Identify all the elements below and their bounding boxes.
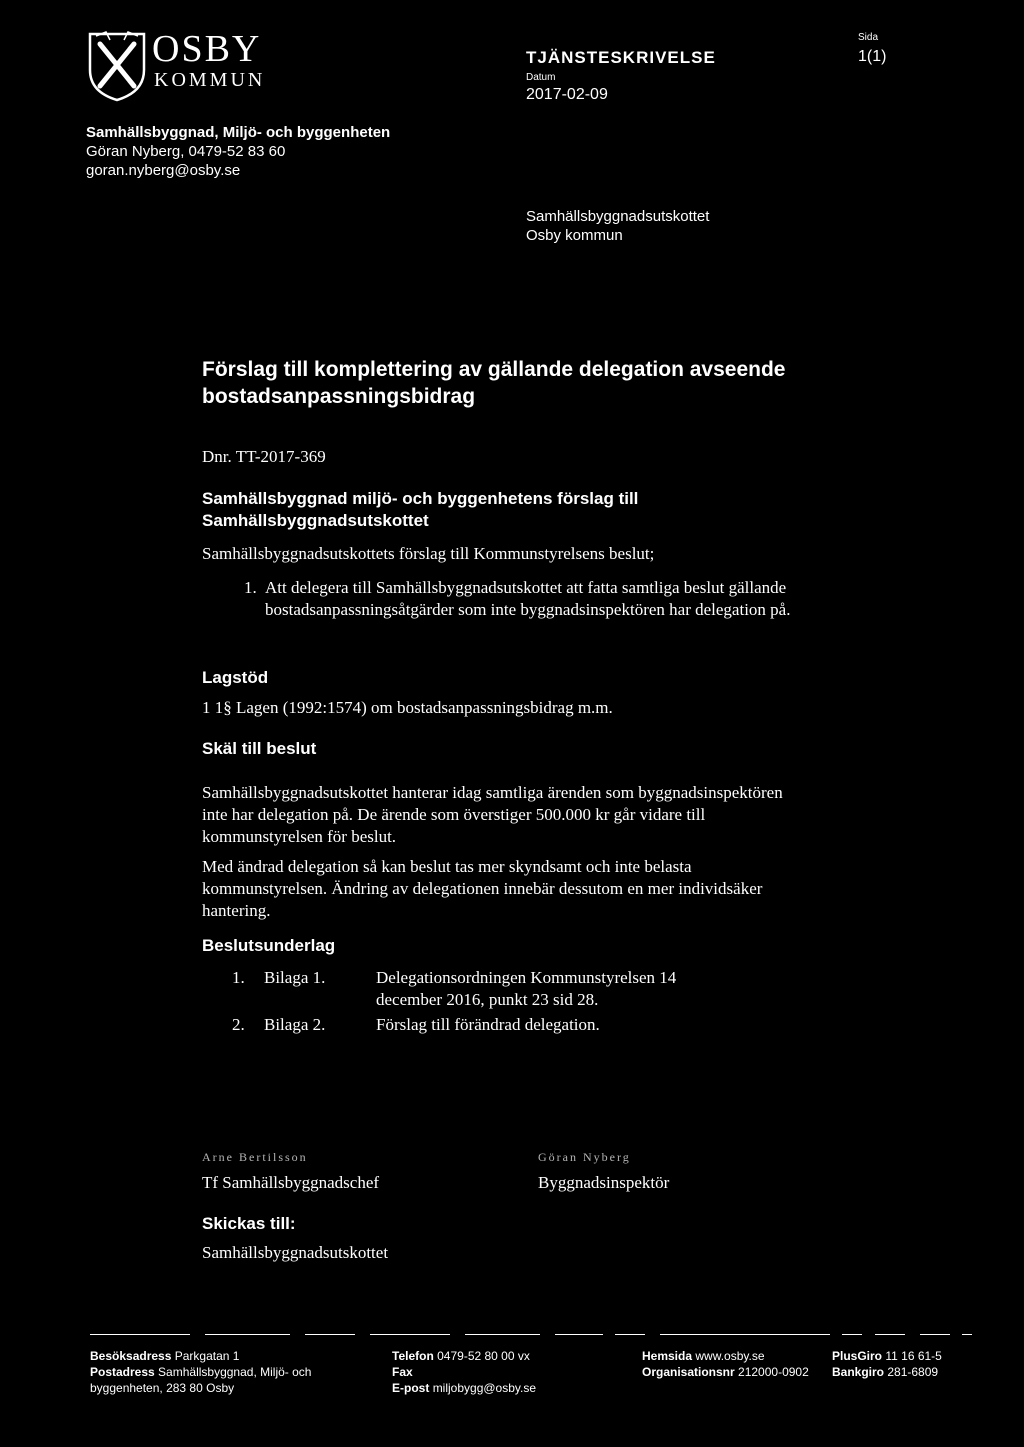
document-title: Förslag till komplettering av gällande delegation avseende bostadsanpassningsbidrag	[202, 358, 786, 408]
proposal-heading: Samhällsbyggnad miljö- och byggenhetens förslag till Samhällsbyggnadsutskottet	[202, 489, 639, 530]
proposal-item-number: 1.	[244, 578, 257, 597]
date-value: 2017-02-09	[526, 86, 608, 103]
logo-name: OSBY	[152, 28, 262, 70]
signatory-left-title: Tf Samhällsbyggnadschef	[202, 1173, 380, 1192]
footer-visit-value: Parkgatan 1	[174, 1349, 240, 1363]
reasons-heading: Skäl till beslut	[202, 739, 317, 758]
footer-divider	[305, 1334, 355, 1335]
footer-post-label: Postadress	[90, 1365, 155, 1379]
footer-bankgiro-label: Bankgiro	[832, 1365, 885, 1379]
attachment-description: Förslag till förändrad delegation.	[376, 1015, 600, 1034]
footer-org-value: 212000-0902	[738, 1365, 809, 1379]
recipient-line-1: Samhällsbyggnadsutskottet	[526, 208, 710, 225]
logo-subtitle: KOMMUN	[154, 69, 266, 91]
recipient-line-2: Osby kommun	[526, 227, 623, 244]
footer-divider	[615, 1334, 645, 1335]
sender-email: goran.nyberg@osby.se	[86, 162, 241, 179]
footer-fax-label: Fax	[392, 1365, 413, 1379]
osby-coat-of-arms-logo	[86, 30, 148, 102]
legal-basis-text: 1 1§ Lagen (1992:1574) om bostadsanpassningsbidrag m.m.	[202, 698, 613, 717]
footer-email-value: miljobygg@osby.se	[432, 1381, 537, 1395]
footer-web-label: Hemsida	[642, 1349, 693, 1363]
footer-contact-column	[392, 1348, 622, 1396]
footer-web-column	[642, 1348, 822, 1380]
attachment-number: 1.	[232, 968, 245, 987]
page-number: 1(1)	[858, 48, 887, 65]
attachment-description: Delegationsordningen Kommunstyrelsen 14 december 2016, punkt 23 sid 28.	[376, 968, 677, 1009]
footer-divider	[370, 1334, 450, 1335]
case-number: Dnr. TT-2017-369	[202, 447, 326, 466]
footer-divider	[920, 1334, 950, 1335]
document-type: TJÄNSTESKRIVELSE	[526, 48, 716, 67]
footer-giro-column	[832, 1348, 992, 1380]
attachment-label: Bilaga 2.	[264, 1015, 326, 1034]
footer-divider	[842, 1334, 862, 1335]
footer-divider	[555, 1334, 603, 1335]
footer-divider	[205, 1334, 290, 1335]
footer-email-label: E-post	[392, 1381, 430, 1395]
send-to-recipient: Samhällsbyggnadsutskottet	[202, 1243, 389, 1262]
footer-phone-value: 0479-52 80 00 vx	[437, 1349, 530, 1363]
footer-plusgiro-label: PlusGiro	[832, 1349, 883, 1363]
decision-basis-heading: Beslutsunderlag	[202, 936, 336, 955]
footer-address-column	[90, 1348, 370, 1396]
send-to-heading: Skickas till:	[202, 1214, 296, 1233]
reasons-paragraph-1: Samhällsbyggnadsutskottet hanterar idag samtliga ärenden som byggnadsinspektören inte har delegation på. De ärende som överstiger 500.000 kr går vidare till kommunstyrelsen för beslut.	[202, 783, 783, 846]
footer-web-value: www.osby.se	[695, 1349, 765, 1363]
footer-plusgiro-value: 11 16 61-5	[885, 1349, 942, 1363]
attachment-number: 2.	[232, 1015, 245, 1034]
footer-org-label: Organisationsnr	[642, 1365, 735, 1379]
date-label: Datum	[526, 72, 556, 83]
reasons-paragraph-2: Med ändrad delegation så kan beslut tas mer skyndsamt och inte belasta kommunstyrelsen. Ändring av delegationen innebär dessutom en mer individsäker hantering.	[202, 857, 763, 920]
proposal-item-text: Att delegera till Samhällsbyggnadsutskottet att fatta samtliga beslut gällande bostadsanpassningsåtgärder som inte byggnadsinspektören har delegation på.	[265, 578, 791, 619]
sender-department: Samhällsbyggnad, Miljö- och byggenheten	[86, 124, 391, 141]
footer-bankgiro-value: 281-6809	[887, 1365, 939, 1379]
footer-divider	[875, 1334, 905, 1335]
footer-post-value: Samhällsbyggnad, Miljö- och byggenheten, 283 80 Osby	[90, 1365, 312, 1395]
footer-divider	[465, 1334, 540, 1335]
footer-visit-label: Besöksadress	[90, 1349, 172, 1363]
signatory-left-name: Arne Bertilsson	[202, 1150, 308, 1164]
signatory-right-title: Byggnadsinspektör	[538, 1173, 670, 1192]
attachment-label: Bilaga 1.	[264, 968, 326, 987]
footer-divider	[90, 1334, 190, 1335]
footer-divider	[660, 1334, 830, 1335]
footer-phone-label: Telefon	[392, 1349, 434, 1363]
signatory-right-name: Göran Nyberg	[538, 1150, 631, 1164]
sender-name-phone: Göran Nyberg, 0479-52 83 60	[86, 143, 286, 160]
page-label: Sida	[858, 32, 879, 43]
proposal-intro: Samhällsbyggnadsutskottets förslag till Kommunstyrelsens beslut;	[202, 544, 655, 563]
footer-divider	[962, 1334, 972, 1335]
legal-basis-heading: Lagstöd	[202, 668, 269, 687]
